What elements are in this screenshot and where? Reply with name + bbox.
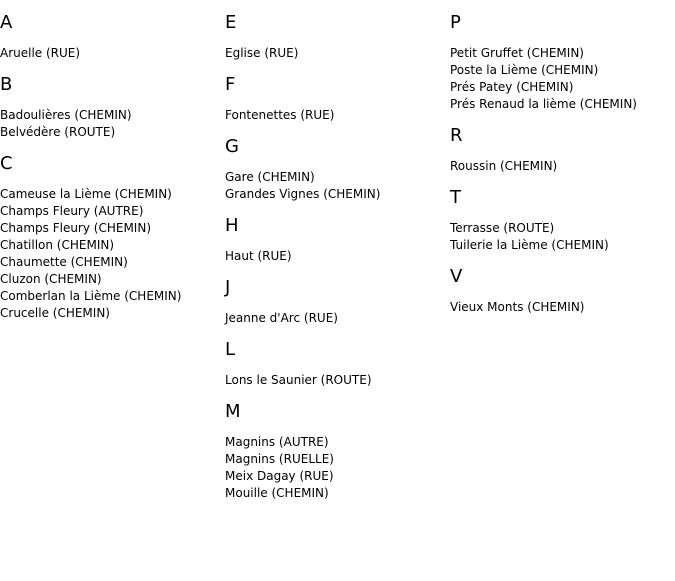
street-entry: Roussin (CHEMIN)	[450, 159, 558, 173]
index-column-1	[0, 12, 225, 514]
street-entry: Poste la Lième (CHEMIN)	[450, 63, 599, 77]
street-entry: Cameuse la Lième (CHEMIN)	[0, 187, 172, 201]
letter-group-v	[450, 266, 675, 316]
street-entry: Tuilerie la Lième (CHEMIN)	[450, 238, 609, 252]
letter-heading: L	[225, 339, 236, 360]
letter-group-m	[225, 401, 450, 502]
street-entry: Badoulières (CHEMIN)	[0, 108, 132, 122]
street-entry: Prés Patey (CHEMIN)	[450, 80, 574, 94]
letter-group-j	[225, 277, 450, 327]
street-entry: Gare (CHEMIN)	[225, 170, 315, 184]
street-entry: Belvédère (ROUTE)	[0, 125, 116, 139]
street-entry: Vieux Monts (CHEMIN)	[450, 300, 585, 314]
street-entry: Meix Dagay (RUE)	[225, 469, 334, 483]
letter-group-f	[225, 74, 450, 124]
street-entry: Grandes Vignes (CHEMIN)	[225, 187, 381, 201]
street-entry: Petit Gruffet (CHEMIN)	[450, 46, 584, 60]
street-entry: Chaumette (CHEMIN)	[0, 255, 128, 269]
letter-heading: B	[0, 74, 13, 95]
street-entry: Magnins (RUELLE)	[225, 452, 334, 466]
street-entry: Jeanne d'Arc (RUE)	[225, 311, 338, 325]
street-entry: Crucelle (CHEMIN)	[0, 306, 110, 320]
letter-heading: M	[225, 401, 241, 422]
letter-heading: G	[225, 136, 239, 157]
street-entry: Prés Renaud la lième (CHEMIN)	[450, 97, 637, 111]
street-entry: Haut (RUE)	[225, 249, 292, 263]
letter-heading: R	[450, 125, 463, 146]
letter-heading: J	[225, 277, 231, 298]
letter-group-a	[0, 12, 225, 62]
street-entry: Aruelle (RUE)	[0, 46, 81, 60]
letter-heading: P	[450, 12, 461, 33]
street-entry: Fontenettes (RUE)	[225, 108, 335, 122]
letter-group-c	[0, 153, 225, 322]
letter-group-e	[225, 12, 450, 62]
letter-heading: A	[0, 12, 13, 33]
street-entry: Terrasse (ROUTE)	[450, 221, 555, 235]
street-entry: Cluzon (CHEMIN)	[0, 272, 102, 286]
street-entry: Chatillon (CHEMIN)	[0, 238, 115, 252]
street-entry: Magnins (AUTRE)	[225, 435, 329, 449]
index-column-3	[450, 12, 675, 514]
letter-heading: T	[450, 187, 461, 208]
street-entry: Champs Fleury (AUTRE)	[0, 204, 144, 218]
letter-group-p	[450, 12, 675, 113]
letter-group-h	[225, 215, 450, 265]
letter-group-t	[450, 187, 675, 254]
street-entry: Eglise (RUE)	[225, 46, 299, 60]
letter-heading: F	[225, 74, 236, 95]
street-entry: Mouille (CHEMIN)	[225, 486, 329, 500]
letter-group-r	[450, 125, 675, 175]
index-column-2	[225, 12, 450, 514]
street-entry: Champs Fleury (CHEMIN)	[0, 221, 152, 235]
letter-heading: E	[225, 12, 237, 33]
street-entry: Lons le Saunier (ROUTE)	[225, 373, 372, 387]
street-entry: Comberlan la Lième (CHEMIN)	[0, 289, 182, 303]
letter-group-b	[0, 74, 225, 141]
letter-heading: V	[450, 266, 463, 287]
letter-group-g	[225, 136, 450, 203]
street-index	[0, 12, 675, 514]
letter-heading: C	[0, 153, 13, 174]
letter-group-l	[225, 339, 450, 389]
letter-heading: H	[225, 215, 239, 236]
